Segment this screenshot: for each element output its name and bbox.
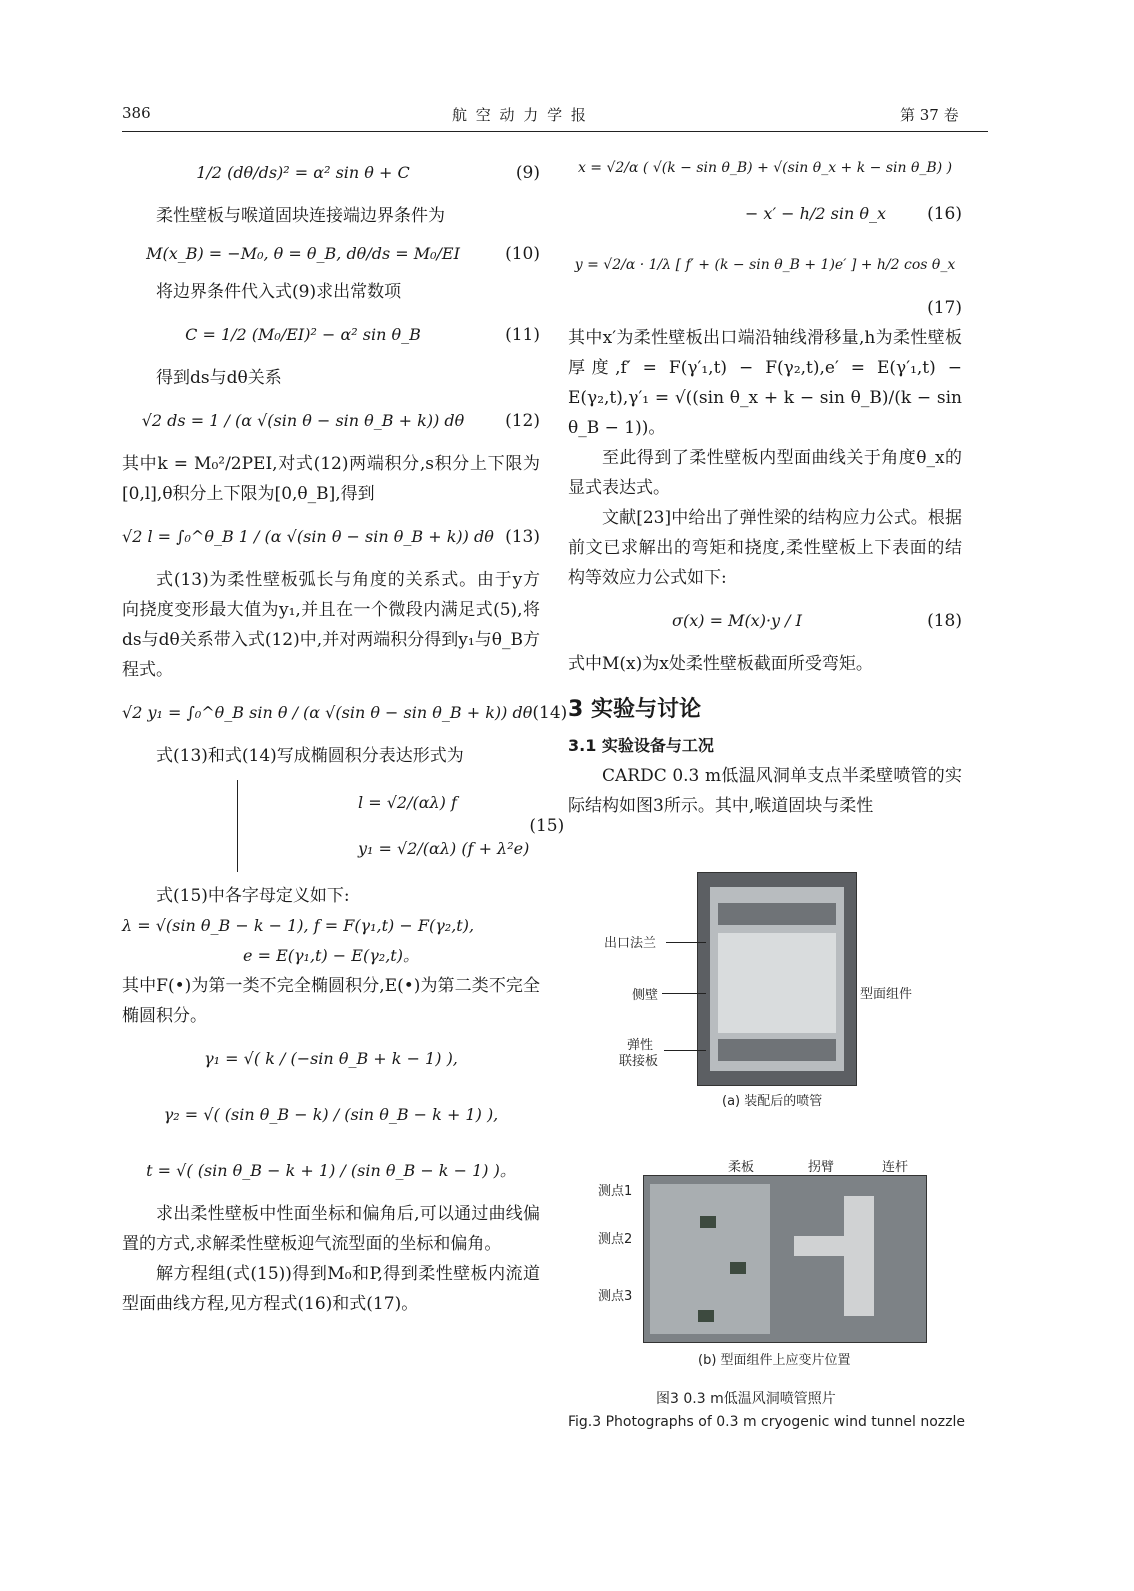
paragraph: 将边界条件代入式(9)求出常数项 [156, 282, 402, 302]
paragraph: 其中F(•)为第一类不完全椭圆积分,E(•)为第二类不完全椭圆积分。 [122, 976, 540, 1026]
figure-caption-cn: 图3 0.3 m低温风洞喷管照片 [656, 1391, 836, 1407]
paragraph: 式(15)中各字母定义如下: [156, 886, 350, 906]
paragraph: 式(13)和式(14)写成椭圆积分表达形式为 [156, 746, 464, 766]
label-measure-point-3: 测点3 [598, 1289, 633, 1304]
paragraph: 式中M(x)为x处柔性壁板截面所受弯矩。 [568, 654, 873, 674]
leader-line [662, 993, 706, 994]
paragraph: 求出柔性壁板中性面坐标和偏角后,可以通过曲线偏置的方式,求解柔性壁板迎气流型面的坐标和偏角。 [122, 1204, 540, 1254]
equation-18: σ(x) = M(x)·y / I (18) [672, 611, 962, 631]
equation-17: y = √2/α · 1/λ [ f′ + (k − sin θ_B + 1)e′ ] + h/2 cos θ_x [574, 257, 956, 273]
equation-9: 1/2 (dθ/ds)² = α² sin θ + C (9) [196, 163, 540, 183]
paragraph: 至此得到了柔性壁板内型面曲线关于角度θ_x的显式表达式。 [568, 448, 962, 498]
caption-a: (a) 装配后的喷管 [722, 1094, 823, 1109]
paragraph: 其中k = M₀²/2PEI,对式(12)两端积分,s积分上下限为[0,l],θ积分上下限为[0,θ_B],得到 [122, 454, 540, 504]
label-flexible-plate: 柔板 [728, 1160, 755, 1175]
gamma2-def: γ₂ = √( (sin θ_B − k) / (sin θ_B − k + 1) ), [163, 1105, 499, 1124]
section-heading: 3 实验与讨论 [568, 697, 701, 722]
label-elastic-1: 弹性 [627, 1038, 654, 1053]
equation-13: √2 l = ∫₀^θ_B 1 / (α √(sin θ − sin θ_B + k)) dθ (13) [122, 527, 540, 547]
leader-line [666, 942, 706, 943]
equation-11: C = 1/2 (M₀/EI)² − α² sin θ_B (11) [185, 325, 540, 345]
paragraph: 文献[23]中给出了弹性梁的结构应力公式。根据前文已求解出的弯矩和挠度,柔性壁板上下表面的结构等效应力公式如下: [568, 508, 962, 588]
definition-line: λ = √(sin θ_B − k − 1), f = F(γ₁,t) − F(γ₂,t), [122, 916, 475, 935]
label-measure-point-2: 测点2 [598, 1232, 633, 1247]
t-def: t = √( (sin θ_B − k + 1) / (sin θ_B − k − 1) )。 [146, 1161, 516, 1180]
leader-line [664, 1050, 706, 1051]
gamma1-def: γ₁ = √( k / (−sin θ_B + k − 1) ), [204, 1049, 458, 1068]
equation-17-number: (17) [927, 298, 962, 318]
equation-16-line2: − x′ − h/2 sin θ_x (16) [744, 204, 962, 224]
figure-caption-en: Fig.3 Photographs of 0.3 m cryogenic wind tunnel nozzle [568, 1414, 965, 1430]
caption-b: (b) 型面组件上应变片位置 [698, 1353, 851, 1368]
header-rule [122, 131, 988, 132]
label-outlet-flange: 出口法兰 [604, 936, 657, 951]
equation-15: l = √2/(αλ) f y₁ = √2/(αλ) (f + λ²e) (15) [122, 771, 540, 881]
equation-14: √2 y₁ = ∫₀^θ_B sin θ / (α √(sin θ − sin θ_B + k)) dθ (14) [122, 703, 568, 723]
label-profile-assembly: 型面组件 [860, 987, 913, 1002]
label-connecting-rod: 连杆 [882, 1160, 909, 1175]
equation-12: √2 ds = 1 / (α √(sin θ − sin θ_B + k)) dθ (12) [141, 411, 540, 431]
paragraph: 得到ds与dθ关系 [156, 368, 282, 388]
left-column [122, 145, 568, 1319]
paragraph: 柔性壁板与喉道固块连接端边界条件为 [156, 206, 445, 226]
equation-16-line1: x = √2/α ( √(k − sin θ_B) + √(sin θ_x + k − sin θ_B) ) [577, 160, 953, 176]
paragraph: 解方程组(式(15))得到M₀和P,得到柔性壁板内流道型面曲线方程,见方程式(16)和式(17)。 [122, 1264, 540, 1314]
label-crank-arm: 拐臂 [808, 1160, 835, 1175]
equation-10: M(x_B) = −M₀, θ = θ_B, dθ/ds = M₀/EI (10) [146, 244, 540, 264]
paragraph: 式(13)为柔性壁板弧长与角度的关系式。由于y方向挠度变形最大值为y₁,并且在一个微段内满足式(5),将ds与dθ关系带入式(12)中,并对两端积分得到y₁与θ_B方程式。 [122, 570, 540, 680]
photo-assembled-nozzle [697, 872, 857, 1086]
paragraph: CARDC 0.3 m低温风洞单支点半柔壁喷管的实际结构如图3所示。其中,喉道固块与柔性 [568, 766, 962, 816]
page-number: 386 [122, 104, 151, 122]
volume-label: 第 37 卷 [900, 106, 959, 124]
journal-title: 航 空 动 力 学 报 [452, 106, 588, 124]
photo-strain-gauge-positions [643, 1175, 927, 1343]
label-elastic-2: 联接板 [619, 1054, 659, 1069]
right-column [568, 145, 962, 821]
label-side-wall: 侧壁 [632, 988, 659, 1003]
label-measure-point-1: 测点1 [598, 1184, 633, 1199]
paragraph: 其中x′为柔性壁板出口端沿轴线滑移量,h为柔性壁板厚度,f′ = F(γ′₁,t) − F(γ₂,t),e′ = E(γ′₁,t) − E(γ₂,t),γ′₁ = √((sin θ_x + k − sin θ_B)/(k − sin θ_B − 1))。 [568, 328, 962, 438]
definition-line: e = E(γ₁,t) − E(γ₂,t)。 [243, 946, 419, 965]
subsection-heading: 3.1 实验设备与工况 [568, 736, 714, 755]
